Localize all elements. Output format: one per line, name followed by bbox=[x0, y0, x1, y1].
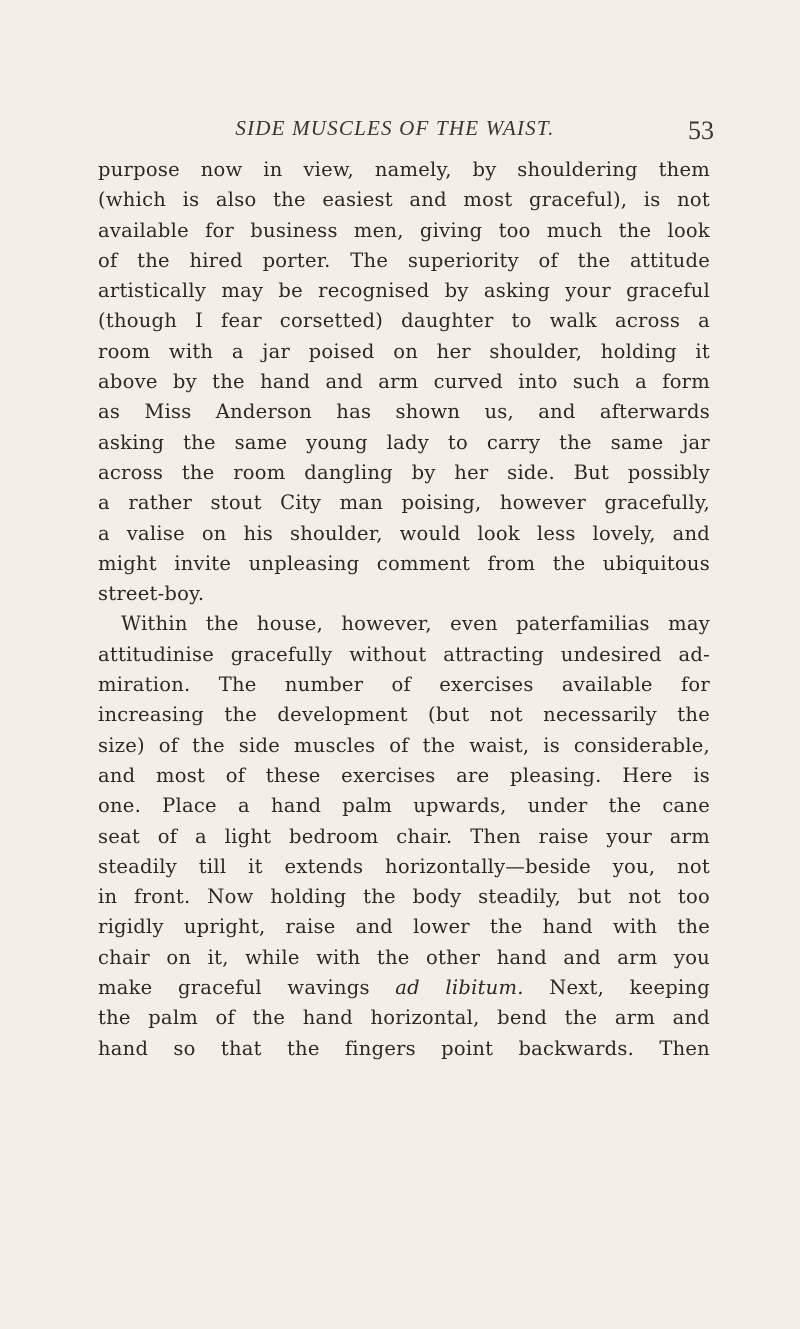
text-line: as Miss Anderson has shown us, and afterwards bbox=[98, 400, 710, 424]
text-segment: make graceful wavings bbox=[98, 976, 370, 1000]
text-line: one. Place a hand palm upwards, under the cane bbox=[98, 794, 710, 818]
text-line: room with a jar poised on her shoulder, holding it bbox=[98, 339, 710, 363]
text-line-with-italic bbox=[98, 973, 710, 1003]
page-number: 53 bbox=[688, 116, 714, 145]
text-line: miration. The number of exercises available for bbox=[98, 673, 710, 697]
text-line: steadily till it extends horizontally—beside you, not bbox=[98, 854, 710, 878]
paragraph-end-line: street-boy. bbox=[98, 582, 205, 606]
text-line: asking the same young lady to carry the same jar bbox=[98, 430, 710, 454]
text-line: size) of the side muscles of the waist, is considerable, bbox=[98, 733, 710, 757]
text-line: hand so that the fingers point backwards. Then bbox=[98, 1036, 710, 1060]
text-line: above by the hand and arm curved into such a form bbox=[98, 370, 710, 394]
running-title: SIDE MUSCLES OF THE WAIST. bbox=[235, 116, 555, 140]
italic-phrase: ad libitum. bbox=[395, 976, 524, 1000]
text-line: purpose now in view, namely, by shouldering them bbox=[98, 158, 710, 181]
text-line: available for business men, giving too much the look bbox=[98, 218, 710, 242]
text-line: of the hired porter. The superiority of the attitude bbox=[98, 248, 710, 272]
text-line: (though I fear corsetted) daughter to walk across a bbox=[98, 309, 710, 333]
text-line: increasing the development (but not necessarily the bbox=[98, 703, 710, 727]
text-line: (which is also the easiest and most graceful), is not bbox=[98, 188, 710, 212]
paragraph-start-line: Within the house, however, even paterfamilias may bbox=[121, 612, 710, 636]
text-line: a valise on his shoulder, would look less lovely, and bbox=[98, 521, 710, 545]
text-segment: Next, keeping bbox=[549, 976, 710, 1000]
text-line: and most of these exercises are pleasing. Here is bbox=[98, 763, 710, 787]
text-line: in front. Now holding the body steadily, but not too bbox=[98, 885, 710, 909]
text-line: chair on it, while with the other hand and arm you bbox=[98, 945, 710, 969]
text-line: the palm of the hand horizontal, bend the arm and bbox=[98, 1006, 710, 1030]
text-line: seat of a light bedroom chair. Then raise your arm bbox=[98, 824, 710, 848]
running-head bbox=[0, 110, 800, 150]
text-line: rigidly upright, raise and lower the hand with the bbox=[98, 915, 710, 939]
body-text bbox=[98, 155, 710, 1064]
text-line: attitudinise gracefully without attracting undesired ad- bbox=[98, 642, 710, 666]
text-line: across the room dangling by her side. But possibly bbox=[98, 460, 710, 484]
text-line: artistically may be recognised by asking your graceful bbox=[98, 279, 710, 303]
text-line: might invite unpleasing comment from the ubiquitous bbox=[98, 551, 710, 575]
text-line: a rather stout City man poising, however gracefully, bbox=[98, 491, 710, 515]
